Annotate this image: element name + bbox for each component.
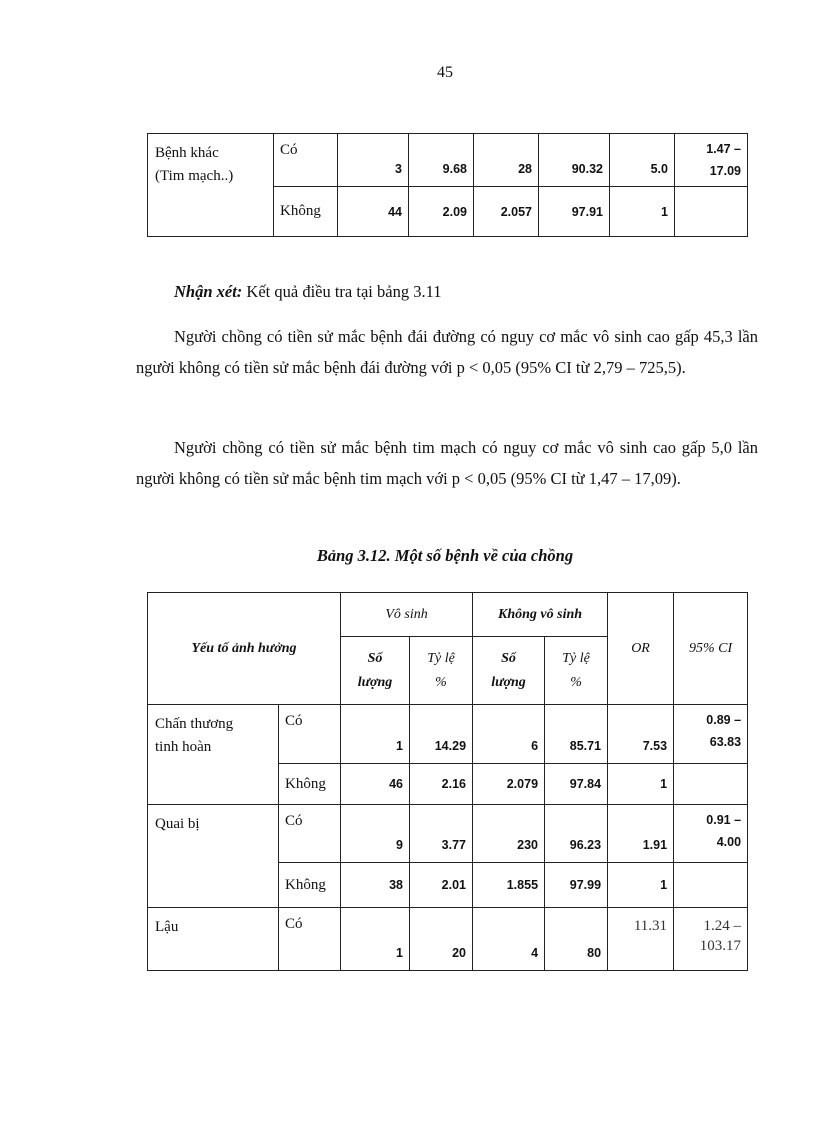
answer-cell: Có bbox=[279, 805, 341, 863]
khong-vo-sinh-count: 6 bbox=[473, 705, 545, 764]
vo-sinh-count: 46 bbox=[341, 764, 410, 805]
or-value: 1 bbox=[608, 764, 674, 805]
vo-sinh-percent: 20 bbox=[410, 908, 473, 971]
or-value: 1 bbox=[608, 863, 674, 908]
or-value: 7.53 bbox=[608, 705, 674, 764]
remark-label: Nhận xét: bbox=[174, 282, 243, 301]
header-factor: Yếu tố ảnh hưởng bbox=[148, 593, 341, 705]
remark-text: Kết quả điều tra tại bảng 3.11 bbox=[242, 282, 442, 301]
khong-vo-sinh-percent: 96.23 bbox=[545, 805, 608, 863]
ci-value: 1.24 – 103.17 bbox=[674, 908, 748, 971]
or-value: 11.31 bbox=[608, 908, 674, 971]
disease-cell: Bệnh khác (Tim mạch..) bbox=[148, 134, 274, 237]
disease-cell: Chấn thương tinh hoàn bbox=[148, 705, 279, 805]
table-row bbox=[148, 805, 748, 863]
header-ty-le: Tỷ lệ % bbox=[410, 637, 473, 705]
vo-sinh-count: 1 bbox=[341, 908, 410, 971]
table-row bbox=[148, 134, 748, 187]
vo-sinh-percent: 2.16 bbox=[410, 764, 473, 805]
khong-vo-sinh-percent: 97.84 bbox=[545, 764, 608, 805]
ci-value bbox=[674, 863, 748, 908]
khong-vo-sinh-count: 2.079 bbox=[473, 764, 545, 805]
khong-vo-sinh-percent: 85.71 bbox=[545, 705, 608, 764]
khong-vo-sinh-percent: 90.32 bbox=[539, 134, 610, 187]
khong-vo-sinh-count: 1.855 bbox=[473, 863, 545, 908]
table-caption: Bảng 3.12. Một số bệnh về của chồng bbox=[316, 546, 574, 565]
table-row bbox=[148, 705, 748, 764]
answer-cell: Có bbox=[279, 908, 341, 971]
answer-cell: Không bbox=[279, 764, 341, 805]
vo-sinh-count: 9 bbox=[341, 805, 410, 863]
table-row bbox=[148, 908, 748, 971]
khong-vo-sinh-percent: 80 bbox=[545, 908, 608, 971]
table-3-11-continuation bbox=[147, 133, 748, 237]
ci-value bbox=[675, 187, 748, 237]
vo-sinh-count: 1 bbox=[341, 705, 410, 764]
header-vo-sinh: Vô sinh bbox=[341, 593, 473, 637]
page-number: 45 bbox=[437, 64, 453, 81]
header-khong-vo-sinh: Không vô sinh bbox=[473, 593, 608, 637]
header-so-luong: Số lượng bbox=[341, 637, 410, 705]
header-ty-le: Tỷ lệ % bbox=[545, 637, 608, 705]
khong-vo-sinh-count: 4 bbox=[473, 908, 545, 971]
khong-vo-sinh-percent: 97.99 bbox=[545, 863, 608, 908]
ci-value: 0.89 – 63.83 bbox=[674, 705, 748, 764]
disease-cell: Quai bị bbox=[148, 805, 279, 908]
header-ci: 95% CI bbox=[674, 593, 748, 705]
table-3-12 bbox=[147, 592, 748, 971]
khong-vo-sinh-count: 230 bbox=[473, 805, 545, 863]
or-value: 1.91 bbox=[608, 805, 674, 863]
ci-value: 1.47 – 17.09 bbox=[675, 134, 748, 187]
header-or: OR bbox=[608, 593, 674, 705]
ci-value: 0.91 – 4.00 bbox=[674, 805, 748, 863]
table-header-row bbox=[148, 593, 748, 637]
vo-sinh-count: 44 bbox=[338, 187, 409, 237]
vo-sinh-count: 38 bbox=[341, 863, 410, 908]
vo-sinh-count: 3 bbox=[338, 134, 409, 187]
vo-sinh-percent: 9.68 bbox=[409, 134, 474, 187]
answer-cell: Không bbox=[274, 187, 338, 237]
vo-sinh-percent: 2.01 bbox=[410, 863, 473, 908]
or-value: 5.0 bbox=[610, 134, 675, 187]
khong-vo-sinh-percent: 97.91 bbox=[539, 187, 610, 237]
or-value: 1 bbox=[610, 187, 675, 237]
khong-vo-sinh-count: 28 bbox=[474, 134, 539, 187]
answer-cell: Có bbox=[274, 134, 338, 187]
ci-value bbox=[674, 764, 748, 805]
answer-cell: Có bbox=[279, 705, 341, 764]
vo-sinh-percent: 3.77 bbox=[410, 805, 473, 863]
header-so-luong: Số lượng bbox=[473, 637, 545, 705]
vo-sinh-percent: 2.09 bbox=[409, 187, 474, 237]
answer-cell: Không bbox=[279, 863, 341, 908]
remark bbox=[174, 282, 441, 302]
paragraph-cardio: Người chồng có tiền sử mắc bệnh tim mạch có nguy cơ mắc vô sinh cao gấp 5,0 lần người không có tiền sử mắc bệnh tim mạch với p < 0,05 (95% CI từ 1,47 – 17,09). bbox=[136, 438, 758, 488]
vo-sinh-percent: 14.29 bbox=[410, 705, 473, 764]
paragraph-diabetes: Người chồng có tiền sử mắc bệnh đái đường có nguy cơ mắc vô sinh cao gấp 45,3 lần người không có tiền sử mắc bệnh đái đường với p < 0,05 (95% CI từ 2,79 – 725,5). bbox=[136, 327, 758, 377]
disease-cell: Lậu bbox=[148, 908, 279, 971]
khong-vo-sinh-count: 2.057 bbox=[474, 187, 539, 237]
